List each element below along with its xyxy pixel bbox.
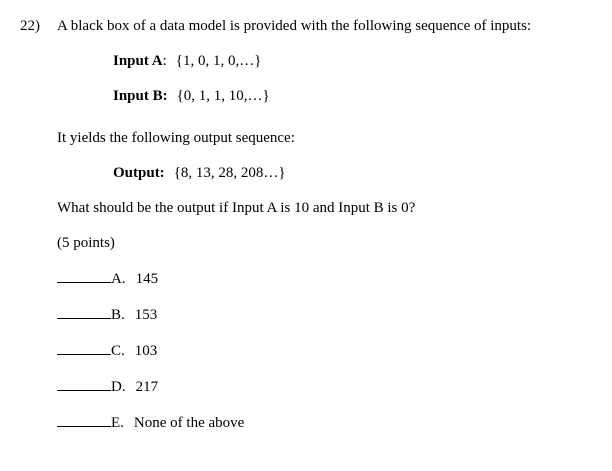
- answer-blank-e: [57, 414, 111, 427]
- input-a-colon: :: [162, 53, 167, 69]
- points-line: [57, 235, 592, 251]
- option-letter-d: D.: [111, 379, 126, 395]
- option-text-c: 103: [134, 343, 158, 359]
- input-b-label: Input B:: [113, 88, 168, 104]
- answer-options: [20, 270, 592, 431]
- input-b-line: [113, 88, 592, 104]
- option-row-c: [57, 342, 592, 359]
- output-label: Output:: [113, 165, 165, 181]
- option-row-b: [57, 306, 592, 323]
- question-header: [20, 18, 592, 34]
- output-line: [113, 165, 592, 181]
- question-number: 22): [20, 18, 40, 34]
- option-letter-a: A.: [111, 271, 126, 287]
- option-row-a: [57, 270, 592, 287]
- question-text: What should be the output if Input A is 10 and Input B is 0?: [57, 200, 416, 216]
- input-a-line: [113, 53, 592, 69]
- option-row-e: [57, 414, 592, 431]
- answer-blank-d: [57, 378, 111, 391]
- answer-blank-a: [57, 270, 111, 283]
- answer-blank-c: [57, 342, 111, 355]
- input-a-value: {1, 0, 1, 0,…}: [175, 53, 262, 69]
- points-text: (5 points): [57, 235, 115, 251]
- input-a-label: Input A: [113, 53, 163, 69]
- option-letter-b: B.: [111, 307, 125, 323]
- question-text-line: [57, 200, 592, 216]
- option-text-d: 217: [135, 379, 159, 395]
- option-letter-c: C.: [111, 343, 125, 359]
- option-text-e: None of the above: [133, 415, 245, 431]
- input-b-value: {0, 1, 1, 10,…}: [176, 88, 270, 104]
- yields-text: It yields the following output sequence:: [57, 130, 295, 146]
- option-text-a: 145: [135, 271, 159, 287]
- option-row-d: [57, 378, 592, 395]
- question-prompt: A black box of a data model is provided with the following sequence of inputs:: [57, 18, 532, 34]
- option-text-b: 153: [134, 307, 158, 323]
- yields-line: [57, 130, 592, 146]
- answer-blank-b: [57, 306, 111, 319]
- output-value: {8, 13, 28, 208…}: [173, 165, 286, 181]
- option-letter-e: E.: [111, 415, 124, 431]
